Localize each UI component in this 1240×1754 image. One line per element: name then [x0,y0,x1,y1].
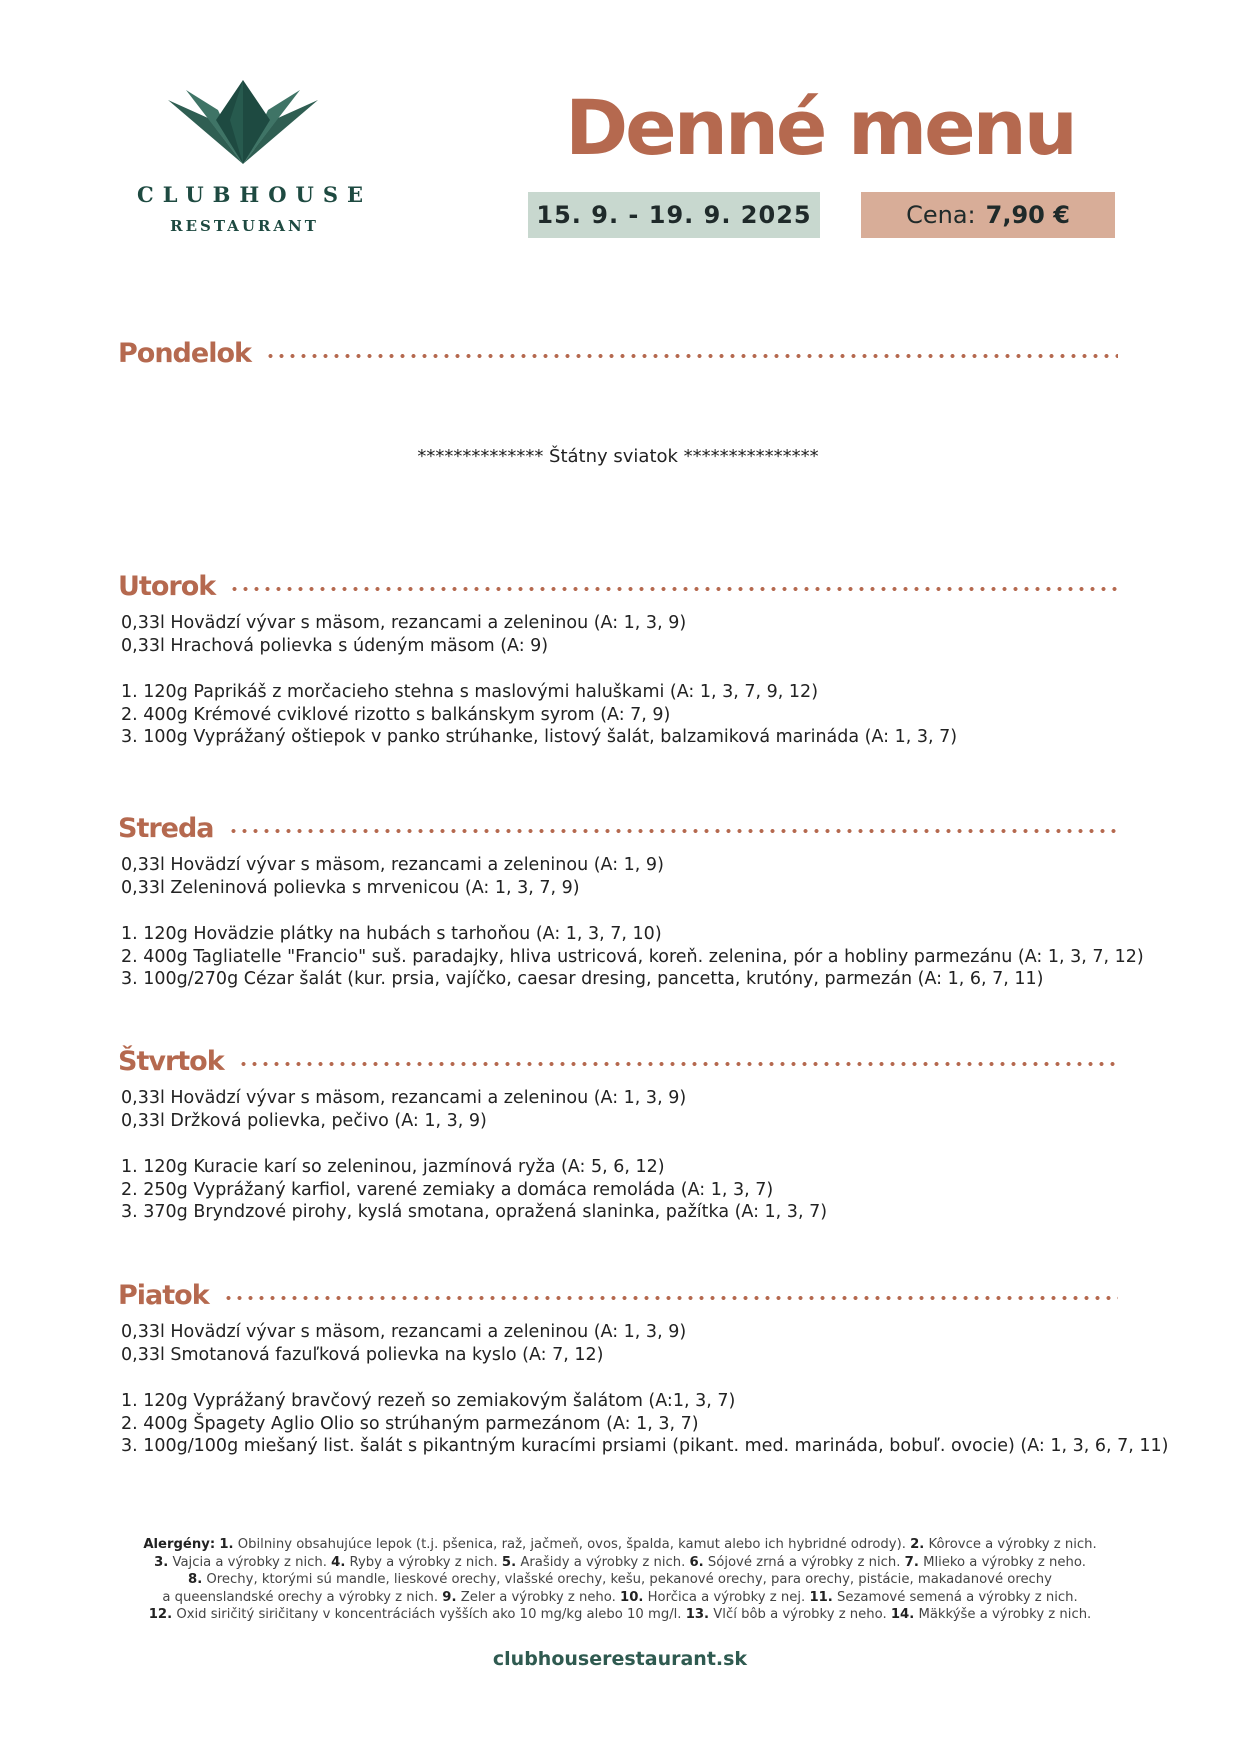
allergen-text: Zeler a výrobky z neho. [460,1589,616,1605]
main-course-item: 2. 250g Vyprážaný karfiol, varené zemiaky a domáca remoláda (A: 1, 3, 7) [121,1179,774,1200]
day-section-streda [118,808,1144,991]
day-section-pondelok [118,333,1118,373]
main-course-list [121,1390,1169,1458]
allergen-num: 5. [501,1554,517,1570]
price-value: 7,90 € [985,201,1070,229]
allergen-num: 6. [689,1554,704,1570]
allergen-num: 3. [154,1554,169,1570]
soup-list [121,1321,1118,1366]
allergen-text: Sójové zrná a výrobky z nich. [707,1554,901,1570]
day-name: Pondelok [118,337,251,369]
allergen-line [100,1589,1140,1607]
allergen-num: 7. [904,1554,919,1570]
allergen-legend [100,1536,1140,1624]
allergen-text: Mlieko a výrobky z neho. [923,1554,1086,1570]
day-section-utorok [118,566,1118,749]
main-course-list [121,681,1118,749]
main-course-list [121,923,1144,991]
page-title: Denné menu [565,83,1075,172]
allergen-num: 12. [148,1607,173,1622]
allergen-line [100,1571,1140,1589]
soup-list [121,612,1118,657]
allergen-text: Horčica a výrobky z nej. [647,1589,806,1605]
allergen-label: Alergény: [143,1537,216,1552]
allergen-text: Obilniny obsahujúce lepok (t.j. pšenica, raž, jačmeň, ovos, špalda, kamut alebo ich hybridné odrody). [237,1537,906,1552]
main-course-item: 1. 120g Paprikáš z morčacieho stehna s maslovými haluškami (A: 1, 3, 7, 9, 12) [121,682,819,702]
day-name: Streda [118,812,214,844]
allergen-text: Arašidy a výrobky z nich. [520,1554,686,1570]
main-course-item: 3. 100g Vyprážaný oštiepok v panko strúhanke, listový šalát, balzamiková marináda (A: 1, 3, 7) [121,727,958,747]
allergen-text: Sezamové semená a výrobky z nich. [837,1589,1078,1605]
soup-item: 0,33l Hovädzí vývar s mäsom, rezancami a zeleninou (A: 1, 3, 9) [121,1088,687,1108]
allergen-num: 4. [331,1554,346,1570]
dotted-divider [265,353,1118,359]
day-section-piatok [118,1275,1169,1458]
main-course-item: 3. 100g/100g miešaný list. šalát s pikantným kuracími prsiami (pikant. med. marináda, bobuľ. ovocie) (A: 1, 3, 6, 7, 11) [121,1436,1169,1456]
day-name: Štvrtok [118,1045,224,1077]
day-name: Piatok [118,1279,209,1311]
holiday-note: ************** Štátny sviatok *************** [417,446,819,467]
day-name: Utorok [118,570,216,602]
soup-item: 0,33l Hovädzí vývar s mäsom, rezancami a zeleninou (A: 1, 3, 9) [121,1322,687,1342]
allergen-text: Vajcia a výrobky z nich. [172,1554,327,1570]
soup-item: 0,33l Hrachová polievka s údeným mäsom (A: 9) [121,635,549,656]
day-heading [118,1041,1118,1081]
dotted-divider [228,828,1118,834]
main-course-item: 1. 120g Hovädzie plátky na hubách s tarhoňou (A: 1, 3, 7, 10) [121,924,662,944]
allergen-num: 9. [442,1589,457,1605]
allergen-text: Ryby a výrobky z nich. [349,1554,498,1570]
price-label: Cena: [906,201,976,229]
day-heading [118,1275,1118,1315]
allergen-text: Oxid siričitý siričitany v koncentráciách vyšších ako 10 mg/kg alebo 10 mg/l. [176,1607,682,1622]
soup-list [121,1087,1118,1132]
soup-item: 0,33l Hovädzí vývar s mäsom, rezancami a zeleninou (A: 1, 3, 9) [121,613,687,633]
allergen-num: 8. [188,1572,203,1587]
soup-list [121,854,1118,899]
main-course-item: 3. 370g Bryndzové pirohy, kyslá smotana, opražená slaninka, pažítka (A: 1, 3, 7) [121,1202,828,1222]
allergen-num: 11. [809,1589,833,1605]
allergen-num: 14. [890,1607,915,1622]
allergen-line [100,1554,1140,1572]
date-range-badge: 15. 9. - 19. 9. 2025 [528,192,820,238]
main-course-item: 2. 400g Krémové cviklové rizotto s balkánskym syrom (A: 7, 9) [121,704,671,725]
allergen-text: Mäkkýše a výrobky z nich. [918,1607,1092,1622]
website-link[interactable]: clubhouserestaurant.sk [492,1648,748,1670]
soup-item: 0,33l Smotanová fazuľková polievka na kyslo (A: 7, 12) [121,1344,604,1365]
day-heading [118,808,1118,848]
main-course-item: 3. 100g/270g Cézar šalát (kur. prsia, vajíčko, caesar dresing, pancetta, krutóny, parmezán (A: 1, 6, 7, 11) [121,969,1044,989]
dotted-divider [223,1295,1118,1301]
brand-name: CLUBHOUSE [137,182,373,207]
main-course-list [121,1156,1118,1224]
allergen-text: Kôrovce a výrobky z nich. [928,1537,1097,1552]
soup-item: 0,33l Zeleninová polievka s mrvenicou (A: 1, 3, 7, 9) [121,877,580,898]
allergen-line [100,1536,1140,1554]
allergen-text: Vlčí bôb a výrobky z neho. [713,1607,887,1622]
lotus-logo-icon [168,80,318,166]
dotted-divider [238,1061,1118,1067]
allergen-text: a queenslandské orechy a výrobky z nich. [162,1589,439,1605]
allergen-text: Orechy, ktorými sú mandle, lieskové orechy, vlašské orechy, kešu, pekanové orechy, para orechy, pistácie, makadanové orechy [206,1572,1052,1587]
soup-item: 0,33l Držková polievka, pečivo (A: 1, 3, 9) [121,1110,487,1131]
allergen-line [100,1606,1140,1624]
allergen-num: 2. [910,1537,925,1552]
soup-item: 0,33l Hovädzí vývar s mäsom, rezancami a zeleninou (A: 1, 9) [121,855,664,875]
dotted-divider [229,586,1118,592]
day-heading [118,566,1118,606]
day-section-stvrtok [118,1041,1118,1224]
main-course-item: 2. 400g Špagety Aglio Olio so strúhaným parmezánom (A: 1, 3, 7) [121,1413,699,1434]
allergen-num: 13. [685,1607,710,1622]
main-course-item: 1. 120g Kuracie karí so zeleninou, jazmínová ryža (A: 5, 6, 12) [121,1157,665,1177]
allergen-num: 1. [219,1537,234,1552]
allergen-num: 10. [620,1589,644,1605]
day-heading [118,333,1118,373]
brand-logo [128,80,373,240]
brand-subtitle: RESTAURANT [170,217,319,235]
price-badge [861,192,1115,238]
main-course-item: 1. 120g Vyprážaný bravčový rezeň so zemiakovým šalátom (A:1, 3, 7) [121,1391,736,1411]
main-course-item: 2. 400g Tagliatelle "Francio" suš. paradajky, hliva ustricová, koreň. zelenina, pór a hobliny parmezánu (A: 1, 3, 7, 12) [121,946,1144,967]
